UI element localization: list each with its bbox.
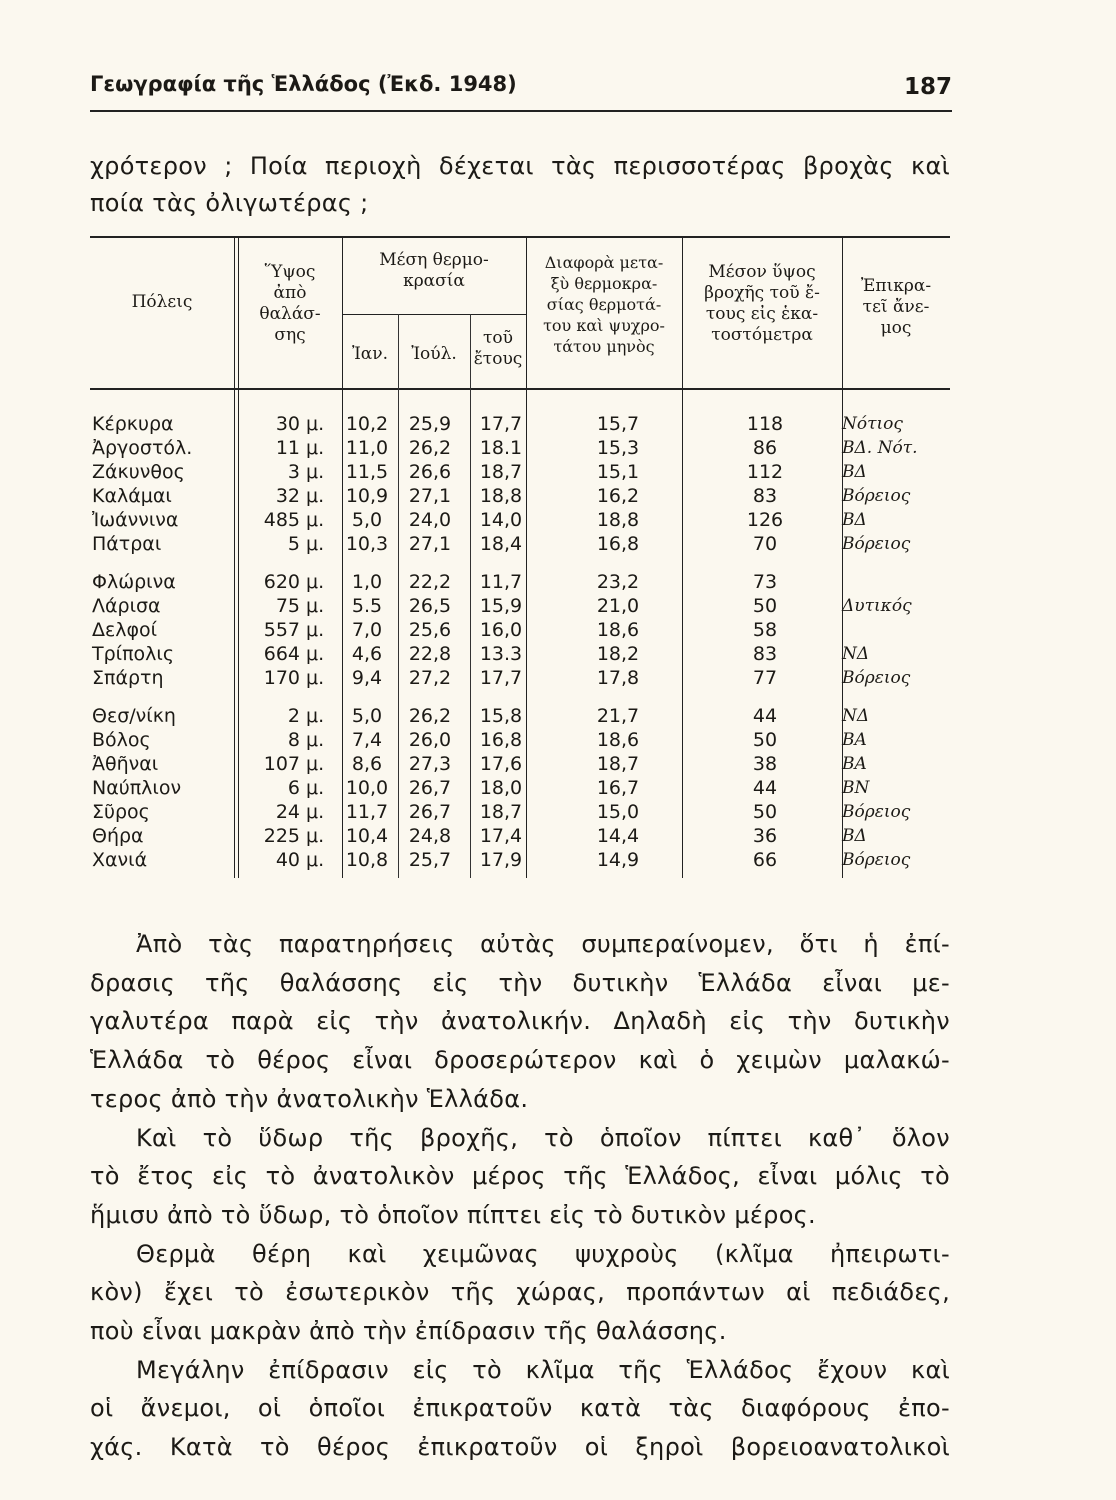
- city-cell: Θεσ/νίκη: [92, 705, 176, 727]
- year-temp-cell: 18,7: [479, 461, 523, 483]
- temp-diff-cell: 16,8: [596, 533, 640, 555]
- table-row: [90, 412, 950, 436]
- city-cell: Λάρισα: [92, 595, 161, 617]
- intro-line: ποία τὰς ὀλιγωτέρας ;: [90, 189, 369, 217]
- jan-temp-cell: 5.5: [351, 595, 383, 617]
- jul-temp-cell: 25,7: [408, 849, 452, 871]
- table-row: [90, 532, 950, 556]
- text-line: ποὺ εἶναι μακρὰν ἀπὸ τὴν ἐπίδρασιν τῆς θαλάσσης.: [90, 1317, 727, 1346]
- jan-temp-cell: 11,5: [345, 461, 389, 483]
- city-cell: Ἀργοστόλ.: [92, 437, 193, 459]
- city-cell: Ἰωάννινα: [92, 509, 179, 531]
- jul-temp-cell: 27,3: [408, 753, 452, 775]
- jul-temp-cell: 26,2: [408, 437, 452, 459]
- table-row: [90, 752, 950, 776]
- table-row: [90, 460, 950, 484]
- altitude-cell: 664: [263, 643, 300, 665]
- wind-cell: Δυτικός: [842, 596, 912, 616]
- year-temp-cell: 13.3: [479, 643, 523, 665]
- altitude-cell: 5: [287, 533, 300, 555]
- altitude-cell: 30: [275, 413, 300, 435]
- jan-temp-cell: 10,9: [345, 485, 389, 507]
- text-line: ἥμισυ ἀπὸ τὸ ὕδωρ, τὸ ὁποῖον πίπτει εἰς τὸ δυτικὸν μέρος.: [90, 1200, 816, 1229]
- rainfall-cell: 118: [746, 413, 784, 435]
- jan-temp-cell: 1,0: [351, 571, 383, 593]
- paragraph: [90, 1351, 950, 1467]
- jan-temp-cell: 10,3: [345, 533, 389, 555]
- temp-diff-cell: 18,8: [596, 509, 640, 531]
- wind-cell: ΝΔ: [842, 706, 870, 726]
- rainfall-cell: 58: [752, 619, 778, 641]
- jul-temp-cell: 26,7: [408, 777, 452, 799]
- unit-cell: μ.: [306, 753, 325, 775]
- unit-cell: μ.: [306, 437, 325, 459]
- temp-diff-cell: 21,7: [596, 705, 640, 727]
- rainfall-cell: 77: [752, 667, 778, 689]
- table-top-rule: [90, 236, 950, 238]
- temp-diff-cell: 15,7: [596, 413, 640, 435]
- header-rainfall: Μέσον ὕψος βροχῆς τοῦ ἔ- τους εἰς ἑκα- τοστόμετρα: [704, 262, 820, 345]
- rainfall-cell: 83: [752, 485, 778, 507]
- temp-diff-cell: 15,1: [596, 461, 640, 483]
- temp-diff-cell: 18,6: [596, 619, 640, 641]
- altitude-cell: 557: [263, 619, 300, 641]
- city-cell: Θήρα: [92, 825, 144, 847]
- year-temp-cell: 17,6: [479, 753, 523, 775]
- body-text: [90, 925, 950, 1467]
- city-cell: Καλάμαι: [92, 485, 172, 507]
- wind-cell: Βόρειος: [842, 850, 911, 870]
- year-temp-cell: 18,0: [479, 777, 523, 799]
- jan-temp-cell: 10,8: [345, 849, 389, 871]
- text-line: Θερμὰ θέρη καὶ χειμῶνας ψυχροὺς (κλῖμα ἠπειρωτι-: [136, 1239, 950, 1268]
- temp-diff-cell: 16,2: [596, 485, 640, 507]
- wind-cell: Βόρειος: [842, 534, 911, 554]
- text-line: δρασις τῆς θαλάσσης εἰς τὴν δυτικὴν Ἑλλάδα εἶναι με-: [90, 968, 950, 997]
- intro-text: [90, 148, 950, 222]
- year-temp-cell: 14,0: [479, 509, 523, 531]
- altitude-cell: 6: [287, 777, 300, 799]
- header-city: Πόλεις: [131, 292, 193, 312]
- jan-temp-cell: 10,4: [345, 825, 389, 847]
- jul-temp-cell: 25,6: [408, 619, 452, 641]
- city-cell: Σπάρτη: [92, 667, 164, 689]
- table-row: [90, 704, 950, 728]
- jul-temp-cell: 27,2: [408, 667, 452, 689]
- wind-cell: ΒΔ: [842, 462, 867, 482]
- altitude-cell: 40: [275, 849, 300, 871]
- table-row: [90, 824, 950, 848]
- city-cell: Ναύπλιον: [92, 777, 182, 799]
- table-row: [90, 570, 950, 594]
- unit-cell: μ.: [306, 571, 325, 593]
- jul-temp-cell: 22,8: [408, 643, 452, 665]
- text-line: χάς. Κατὰ τὸ θέρος ἐπικρατοῦν οἱ ξηροὶ βορειοανατολικοὶ: [90, 1433, 950, 1462]
- jul-temp-cell: 27,1: [408, 533, 452, 555]
- altitude-cell: 3: [287, 461, 300, 483]
- rainfall-cell: 38: [752, 753, 778, 775]
- altitude-cell: 8: [287, 729, 300, 751]
- temp-diff-cell: 23,2: [596, 571, 640, 593]
- rainfall-cell: 50: [752, 595, 778, 617]
- jul-temp-cell: 27,1: [408, 485, 452, 507]
- rainfall-cell: 83: [752, 643, 778, 665]
- city-cell: Φλώρινα: [92, 571, 176, 593]
- unit-cell: μ.: [306, 777, 325, 799]
- table-row: [90, 800, 950, 824]
- jul-temp-cell: 22,2: [408, 571, 452, 593]
- year-temp-cell: 18,7: [479, 801, 523, 823]
- rainfall-cell: 126: [746, 509, 784, 531]
- city-cell: Ἀθῆναι: [92, 753, 159, 775]
- rainfall-cell: 44: [752, 777, 778, 799]
- jan-temp-cell: 7,4: [351, 729, 383, 751]
- rainfall-cell: 73: [752, 571, 778, 593]
- wind-cell: ΒΑ: [842, 754, 867, 774]
- header-altitude: Ὕψος ἀπὸ θαλάσ- σης: [259, 262, 321, 345]
- year-temp-cell: 16,8: [479, 729, 523, 751]
- unit-cell: μ.: [306, 849, 325, 871]
- city-cell: Βόλος: [92, 729, 151, 751]
- text-line: Ἑλλάδα τὸ θέρος εἶναι δροσερώτερον καὶ ὁ χειμὼν μαλακώ-: [90, 1046, 950, 1075]
- rainfall-cell: 70: [752, 533, 778, 555]
- jul-temp-cell: 26,7: [408, 801, 452, 823]
- unit-cell: μ.: [306, 705, 325, 727]
- text-line: Ἀπὸ τὰς παρατηρήσεις αὐτὰς συμπεραίνομεν, ὅτι ἡ ἐπί-: [136, 930, 950, 958]
- unit-cell: μ.: [306, 667, 325, 689]
- unit-cell: μ.: [306, 729, 325, 751]
- unit-cell: μ.: [306, 413, 325, 435]
- wind-cell: Βόρειος: [842, 668, 911, 688]
- unit-cell: μ.: [306, 509, 325, 531]
- unit-cell: μ.: [306, 825, 325, 847]
- altitude-cell: 620: [263, 571, 300, 593]
- header-year: τοῦ ἔτους: [473, 328, 523, 369]
- city-cell: Σῦρος: [92, 801, 150, 823]
- temp-diff-cell: 15,3: [596, 437, 640, 459]
- altitude-cell: 2: [287, 705, 300, 727]
- jan-temp-cell: 5,0: [351, 509, 383, 531]
- jan-temp-cell: 4,6: [351, 643, 383, 665]
- jan-temp-cell: 7,0: [351, 619, 383, 641]
- year-temp-cell: 16,0: [479, 619, 523, 641]
- header-mean-temp: Μέση θερμο- κρασία: [379, 250, 489, 291]
- altitude-cell: 24: [275, 801, 300, 823]
- temp-diff-cell: 15,0: [596, 801, 640, 823]
- jan-temp-cell: 5,0: [351, 705, 383, 727]
- wind-cell: ΒΔ. Νότ.: [842, 438, 918, 458]
- temp-diff-cell: 17,8: [596, 667, 640, 689]
- city-cell: Τρίπολις: [92, 643, 174, 665]
- altitude-cell: 107: [263, 753, 300, 775]
- rainfall-cell: 112: [746, 461, 784, 483]
- table-row: [90, 618, 950, 642]
- temp-diff-cell: 16,7: [596, 777, 640, 799]
- climate-table: [90, 236, 950, 888]
- unit-cell: μ.: [306, 461, 325, 483]
- wind-cell: ΒΔ: [842, 510, 867, 530]
- temp-diff-cell: 18,6: [596, 729, 640, 751]
- table-row: [90, 594, 950, 618]
- temp-diff-cell: 21,0: [596, 595, 640, 617]
- jul-temp-cell: 26,2: [408, 705, 452, 727]
- header-jan: Ἰαν.: [351, 344, 389, 364]
- wind-cell: Βόρειος: [842, 486, 911, 506]
- rainfall-cell: 66: [752, 849, 778, 871]
- table-header-rule: [90, 388, 950, 390]
- wind-cell: ΒΝ: [842, 778, 870, 798]
- jul-temp-cell: 25,9: [408, 413, 452, 435]
- jan-temp-cell: 11,7: [345, 801, 389, 823]
- unit-cell: μ.: [306, 643, 325, 665]
- city-cell: Πάτραι: [92, 533, 162, 555]
- page-number: 187: [903, 74, 952, 100]
- text-line: τὸ ἔτος εἰς τὸ ἀνατολικὸν μέρος τῆς Ἑλλάδος, εἶναι μόλις τὸ: [90, 1162, 950, 1191]
- year-temp-cell: 15,8: [479, 705, 523, 727]
- page-header: [90, 72, 952, 106]
- wind-cell: ΒΑ: [842, 730, 867, 750]
- altitude-cell: 32: [275, 485, 300, 507]
- unit-cell: μ.: [306, 801, 325, 823]
- unit-cell: μ.: [306, 619, 325, 641]
- altitude-cell: 11: [275, 437, 300, 459]
- unit-cell: μ.: [306, 533, 325, 555]
- temp-diff-cell: 14,9: [596, 849, 640, 871]
- jul-temp-cell: 26,5: [408, 595, 452, 617]
- text-line: κὸν) ἔχει τὸ ἐσωτερικὸν τῆς χώρας, προπάντων αἱ πεδιάδες,: [90, 1278, 950, 1307]
- wind-cell: ΝΔ: [842, 644, 870, 664]
- text-line: Μεγάλην ἐπίδρασιν εἰς τὸ κλῖμα τῆς Ἑλλάδος ἔχουν καὶ: [136, 1355, 950, 1384]
- unit-cell: μ.: [306, 485, 325, 507]
- jul-temp-cell: 26,6: [408, 461, 452, 483]
- rainfall-cell: 50: [752, 729, 778, 751]
- year-temp-cell: 18.1: [479, 437, 523, 459]
- table-row: [90, 642, 950, 666]
- city-cell: Κέρκυρα: [92, 413, 174, 435]
- rainfall-cell: 44: [752, 705, 778, 727]
- year-temp-cell: 17,7: [479, 667, 523, 689]
- table-row: [90, 436, 950, 460]
- text-line: οἱ ἄνεμοι, οἱ ὁποῖοι ἐπικρατοῦν κατὰ τὰς διαφόρους ἐπο-: [90, 1394, 950, 1423]
- table-row: [90, 848, 950, 872]
- rainfall-cell: 36: [752, 825, 778, 847]
- jul-temp-cell: 24,8: [408, 825, 452, 847]
- running-title: Γεωγραφία τῆς Ἑλλάδος (Ἐκδ. 1948): [90, 72, 517, 96]
- unit-cell: μ.: [306, 595, 325, 617]
- altitude-cell: 225: [263, 825, 300, 847]
- text-line: Καὶ τὸ ὕδωρ τῆς βροχῆς, τὸ ὁποῖον πίπτει καθ᾽ ὅλον: [136, 1123, 950, 1152]
- temp-diff-cell: 18,2: [596, 643, 640, 665]
- altitude-cell: 75: [275, 595, 300, 617]
- wind-cell: Βόρειος: [842, 802, 911, 822]
- city-cell: Χανιά: [92, 849, 148, 871]
- city-cell: Δελφοί: [92, 619, 158, 641]
- intro-line: χρότερον ; Ποία περιοχὴ δέχεται τὰς περισσοτέρας βροχὰς καὶ: [90, 152, 950, 180]
- paragraph: [90, 1235, 950, 1351]
- altitude-cell: 485: [263, 509, 300, 531]
- jul-temp-cell: 24,0: [408, 509, 452, 531]
- header-wind: Ἐπικρα- τεῖ ἄνε- μος: [860, 276, 932, 338]
- paragraph: [90, 925, 950, 1119]
- year-temp-cell: 18,8: [479, 485, 523, 507]
- table-row: [90, 728, 950, 752]
- wind-cell: Νότιος: [842, 414, 903, 434]
- text-line: τερος ἀπὸ τὴν ἀνατολικὴν Ἑλλάδα.: [90, 1084, 529, 1113]
- table-row: [90, 666, 950, 690]
- year-temp-cell: 15,9: [479, 595, 523, 617]
- text-line: γαλυτέρα παρὰ εἰς τὴν ἀνατολικήν. Δηλαδὴ εἰς τὴν δυτικὴν: [90, 1007, 950, 1036]
- paragraph: [90, 1119, 950, 1235]
- wind-cell: ΒΔ: [842, 826, 867, 846]
- table-row: [90, 508, 950, 532]
- header-temp-diff: Διαφορὰ μετα- ξὺ θερμοκρα- σίας θερμοτά- του καὶ ψυχρο- τάτου μηνὸς: [543, 253, 665, 356]
- header-jul: Ἰούλ.: [411, 344, 457, 364]
- year-temp-cell: 17,7: [479, 413, 523, 435]
- year-temp-cell: 11,7: [479, 571, 523, 593]
- jul-temp-cell: 26,0: [408, 729, 452, 751]
- jan-temp-cell: 8,6: [351, 753, 383, 775]
- jan-temp-cell: 10,0: [345, 777, 389, 799]
- subheader-rule: [342, 314, 526, 315]
- year-temp-cell: 17,4: [479, 825, 523, 847]
- temp-diff-cell: 14,4: [596, 825, 640, 847]
- rainfall-cell: 50: [752, 801, 778, 823]
- year-temp-cell: 17,9: [479, 849, 523, 871]
- year-temp-cell: 18,4: [479, 533, 523, 555]
- header-rule: [90, 110, 952, 112]
- jan-temp-cell: 9,4: [351, 667, 383, 689]
- altitude-cell: 170: [263, 667, 300, 689]
- city-cell: Ζάκυνθος: [92, 461, 185, 483]
- rainfall-cell: 86: [752, 437, 778, 459]
- table-row: [90, 776, 950, 800]
- jan-temp-cell: 10,2: [345, 413, 389, 435]
- jan-temp-cell: 11,0: [345, 437, 389, 459]
- table-row: [90, 484, 950, 508]
- temp-diff-cell: 18,7: [596, 753, 640, 775]
